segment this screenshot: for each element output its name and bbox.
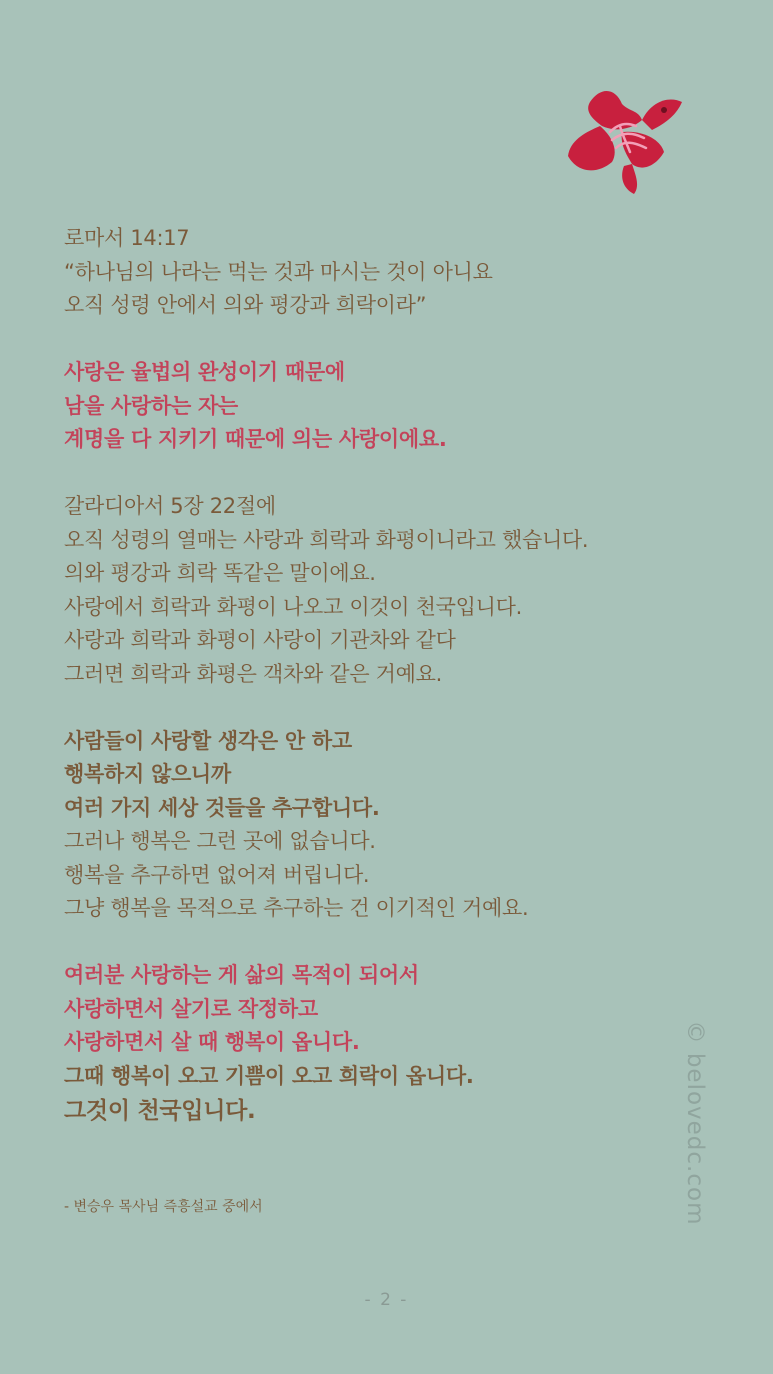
text-line: 사랑은 율법의 완성이기 때문에 (64, 360, 345, 384)
paragraph-block (64, 725, 704, 926)
paragraph-block (64, 356, 704, 457)
text-line: 그때 행복이 오고 기쁨이 오고 희락이 옵니다. (64, 1063, 474, 1088)
text-line: 오직 성령 안에서 의와 평강과 희락이라” (64, 293, 427, 317)
paragraph-block (64, 490, 704, 691)
paragraph-block (64, 959, 704, 1129)
text-line: 행복하지 않으니까 (64, 762, 231, 786)
text-line: 그러면 희락과 화평은 객차와 같은 거예요. (64, 661, 443, 686)
text-line: 그러나 행복은 그런 곳에 없습니다. (64, 829, 376, 853)
text-line: 로마서 14:17 (64, 226, 190, 250)
text-line: 계명을 다 지키기 때문에 의는 사랑이에요. (64, 427, 447, 451)
text-line: 갈라디아서 5장 22절에 (64, 494, 276, 518)
text-line: 여러분 사랑하는 게 삶의 목적이 되어서 (64, 963, 419, 987)
paragraph-block (64, 222, 704, 323)
text-line: 남을 사랑하는 자는 (64, 393, 238, 418)
article-body (64, 222, 704, 1129)
page-number: - 2 - (364, 1290, 409, 1310)
text-line: 사랑하면서 살기로 작정하고 (64, 996, 318, 1021)
flower-image (560, 82, 695, 197)
source-attribution: - 변승우 목사님 즉흥설교 중에서 (64, 1199, 263, 1215)
text-line: 오직 성령의 열매는 사랑과 희락과 화평이니라고 했습니다. (64, 527, 589, 552)
text-line: 그것이 천국입니다. (64, 1098, 256, 1124)
text-line: 사랑에서 희락과 화평이 나오고 이것이 천국입니다. (64, 594, 522, 619)
text-line: 사랑과 희락과 화평이 사랑이 기관차와 같다 (64, 628, 456, 652)
text-line: “하나님의 나라는 먹는 것과 마시는 것이 아니요 (64, 259, 493, 284)
text-line: 의와 평강과 희락 똑같은 말이에요. (64, 561, 376, 585)
watermark: © belovedc.com (682, 1020, 708, 1226)
text-line: 사람들이 사랑할 생각은 안 하고 (64, 728, 352, 753)
text-line: 여러 가지 세상 것들을 추구합니다. (64, 795, 380, 820)
text-line: 사랑하면서 살 때 행복이 옵니다. (64, 1030, 360, 1054)
text-line: 행복을 추구하면 없어져 버립니다. (64, 862, 370, 887)
text-line: 그냥 행복을 목적으로 추구하는 건 이기적인 거예요. (64, 896, 529, 920)
